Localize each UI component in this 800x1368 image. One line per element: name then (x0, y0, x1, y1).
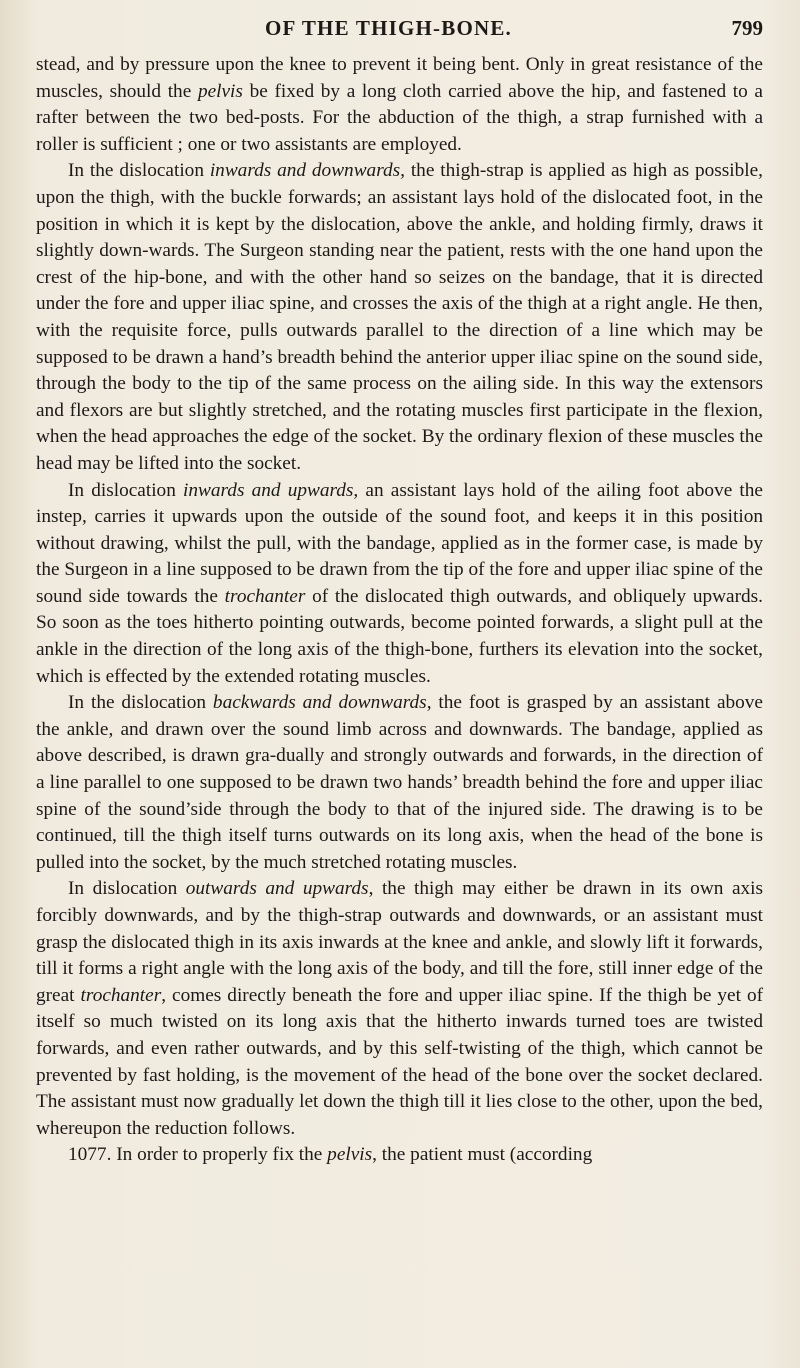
paragraph (36, 690, 763, 876)
text-run: , the patient must (according (372, 1144, 593, 1166)
page-number: 799 (731, 16, 763, 40)
paragraph (36, 1142, 763, 1169)
paragraph (36, 876, 763, 1142)
italic-text: trochanter (80, 984, 162, 1006)
text-run: , comes directly beneath the fore and upper iliac spine. If the thigh be yet of itself so much twisted on its long axis that the hitherto inwards turned toes are twisted forwards, and even rather outwards, and by this self-twisting of the thigh, which cannot be prevented by fast holding, is the movement of the head of the bone over the socket declared. The assistant must now gradually let down the thigh till it lies close to the other, upon the bed, whereupon the reduction follows. (36, 984, 764, 1139)
text-run: In dislocation (68, 878, 186, 900)
italic-text: inwards and downwards, (209, 160, 405, 182)
text-run: , the thigh may either be drawn in its own axis forcibly downwards, and by the thigh-strap outwards and downwards, or an assistant must grasp the dislocated thigh in its axis inwards at the knee and ankle, and slowly lift it forwards, till it forms a right angle with the long axis of the body, and till the fore, still inner edge of the great (36, 878, 763, 1006)
italic-text: backwards and downwards (212, 692, 427, 714)
text-run: In the dislocation (68, 692, 213, 714)
running-title: OF THE THIGH-BONE. (265, 16, 513, 40)
text-run: 1077. In order to properly fix the (68, 1144, 328, 1166)
body-text (36, 52, 763, 1169)
text-run: the thigh-strap is applied as high as possible, upon the thigh, with the buckle forwards; an assistant lays hold of the dislocated foot, in the position in which it is kept by the dislocation, above the ankle, and holding firmly, draws it slightly down-wards. The Surgeon standing near the patient, rests with the one hand upon the crest of the hip-bone, and with the other hand so seizes on the bandage, that it is directed under the fore and upper iliac spine, and crosses the axis of the thigh at a right angle. He then, with the requisite force, pulls outwards parallel to the direction of a line which may be supposed to be drawn a hand’s breadth behind the anterior upper iliac spine on the sound side, through the body to the tip of the same process on the ailing side. In this way the extensors and flexors are but slightly stretched, and the rotating muscles first participate in the flexion, when the head approaches the edge of the socket. By the ordinary flexion of these muscles the head may be lifted into the socket. (36, 160, 763, 474)
text-run: , an assistant lays hold of the ailing foot above the instep, carries it upwards upon the outside of the sound foot, and keeps it in this position without drawing, whilst the pull, with the bandage, applied as in the former case, is made by the Surgeon in a line supposed to be drawn from the tip of the fore and upper iliac spine of the sound side towards the (36, 479, 763, 607)
text-run: of the dislocated thigh outwards, and obliquely upwards. So soon as the toes hitherto pointing outwards, become pointed forwards, a slight pull at the ankle in the direction of the long axis of the thigh-bone, furthers its elevation into the socket, which is effected by the extended rotating muscles. (36, 585, 763, 687)
paragraph (36, 52, 763, 158)
italic-text: pelvis (327, 1144, 373, 1166)
text-run: In dislocation (68, 479, 184, 501)
italic-text: inwards and upwards (183, 479, 354, 501)
italic-text: pelvis (197, 80, 243, 102)
text-run: , the foot is grasped by an assistant above the ankle, and drawn over the sound limb across and downwards. The bandage, applied as above described, is drawn gra-dually and strongly outwards and forwards, in the direction of a line parallel to one supposed to be drawn two hands’ breadth behind the fore and upper iliac spine of the sound’side through the body to that of the injured side. The drawing is to be continued, till the thigh itself turns outwards on its long axis, when the head of the bone is pulled into the socket, by the much stretched rotating muscles. (36, 692, 763, 873)
paragraph (36, 158, 763, 477)
paragraph (36, 478, 763, 691)
text-run: be fixed by a long cloth carried above the hip, and fastened to a rafter between the two bed-posts. For the abduction of the thigh, a strap furnished with a roller is sufficient ; one or two assistants are employed. (36, 80, 763, 155)
text-run: stead, and by pressure upon the knee to prevent it being bent. Only in great resistance of the muscles, should the (36, 54, 763, 102)
text-run: In the dislocation (68, 160, 210, 182)
italic-text: outwards and upwards (185, 878, 369, 900)
page-header (0, 16, 800, 46)
italic-text: trochanter (224, 585, 306, 607)
